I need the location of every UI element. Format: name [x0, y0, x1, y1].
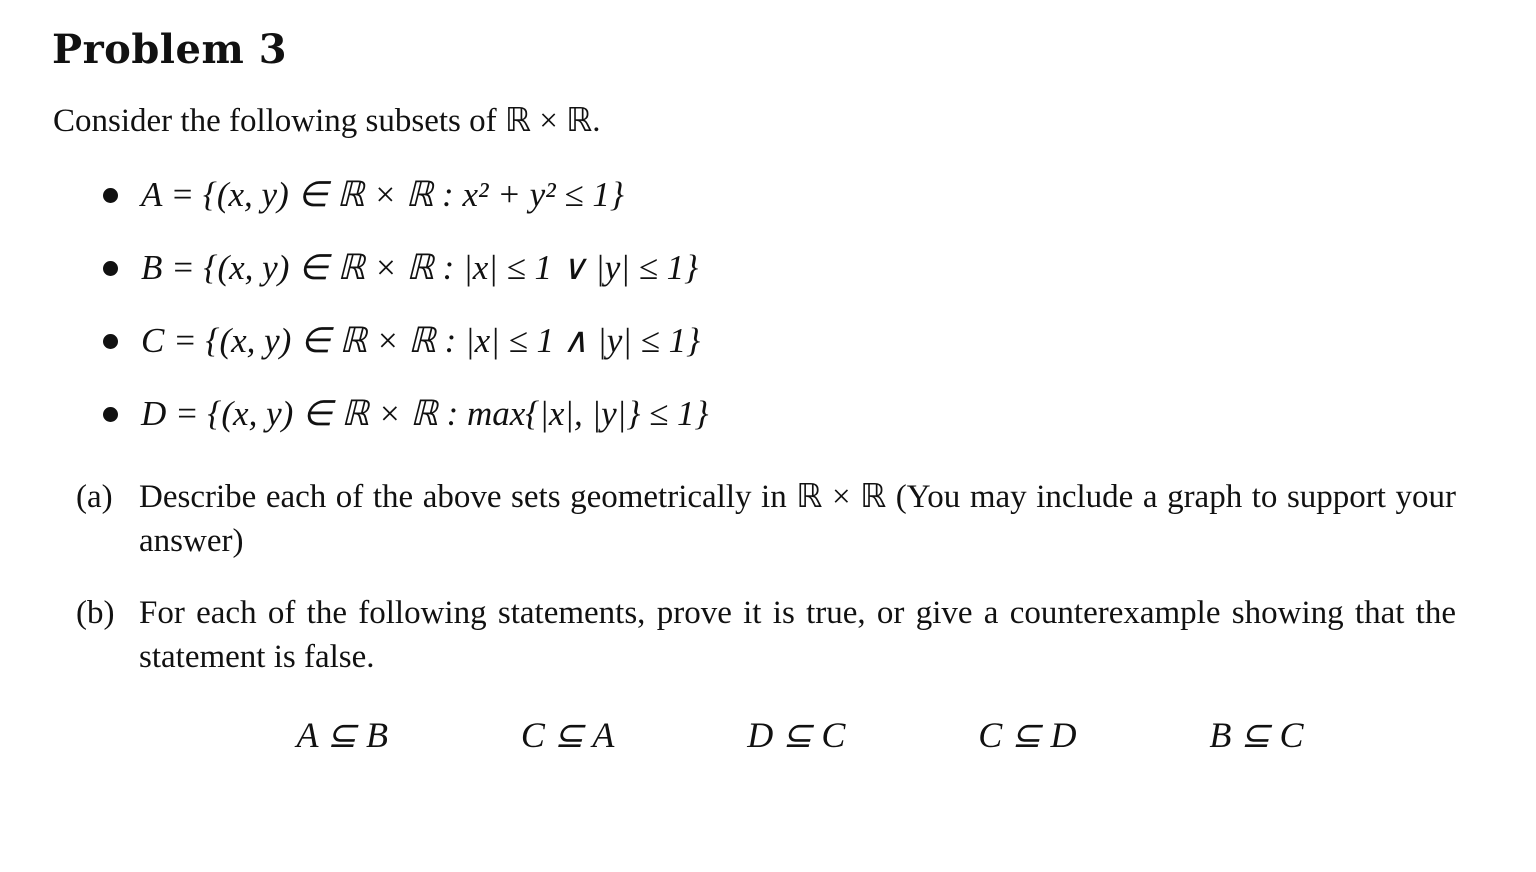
- bullet-icon: [103, 407, 118, 422]
- set-a-definition: A = {(x, y) ∈ ℝ × ℝ : x² + y² ≤ 1}: [141, 175, 624, 214]
- set-b-definition: B = {(x, y) ∈ ℝ × ℝ : |x| ≤ 1 ∨ |y| ≤ 1}: [141, 248, 699, 287]
- part-a-label: (a): [76, 479, 113, 515]
- statement-item: A ⊆ B: [296, 715, 388, 755]
- problem-title: Problem 3: [52, 26, 288, 73]
- bullet-icon: [103, 188, 118, 203]
- statement-item: D ⊆ C: [747, 715, 846, 755]
- part-b-label: (b): [76, 595, 115, 631]
- set-c-definition: C = {(x, y) ∈ ℝ × ℝ : |x| ≤ 1 ∧ |y| ≤ 1}: [141, 321, 701, 360]
- part-b-text: For each of the following statements, prove it is true, or give a counterexample showing that the statement is false.: [139, 595, 1456, 675]
- intro-text: Consider the following subsets of ℝ × ℝ.: [53, 103, 601, 139]
- statements-row: [230, 710, 1370, 760]
- part-a-text: Describe each of the above sets geometrically in ℝ × ℝ (You may include a graph to support your answer): [139, 479, 1456, 559]
- set-d-definition: D = {(x, y) ∈ ℝ × ℝ : max{|x|, |y|} ≤ 1}: [141, 394, 709, 433]
- statement-item: B ⊆ C: [1209, 715, 1304, 755]
- part-b: [76, 591, 1456, 683]
- part-a: [76, 475, 1456, 567]
- statement-item: C ⊆ D: [978, 715, 1077, 755]
- bullet-icon: [103, 261, 118, 276]
- statement-item: C ⊆ A: [520, 715, 615, 755]
- bullet-icon: [103, 334, 118, 349]
